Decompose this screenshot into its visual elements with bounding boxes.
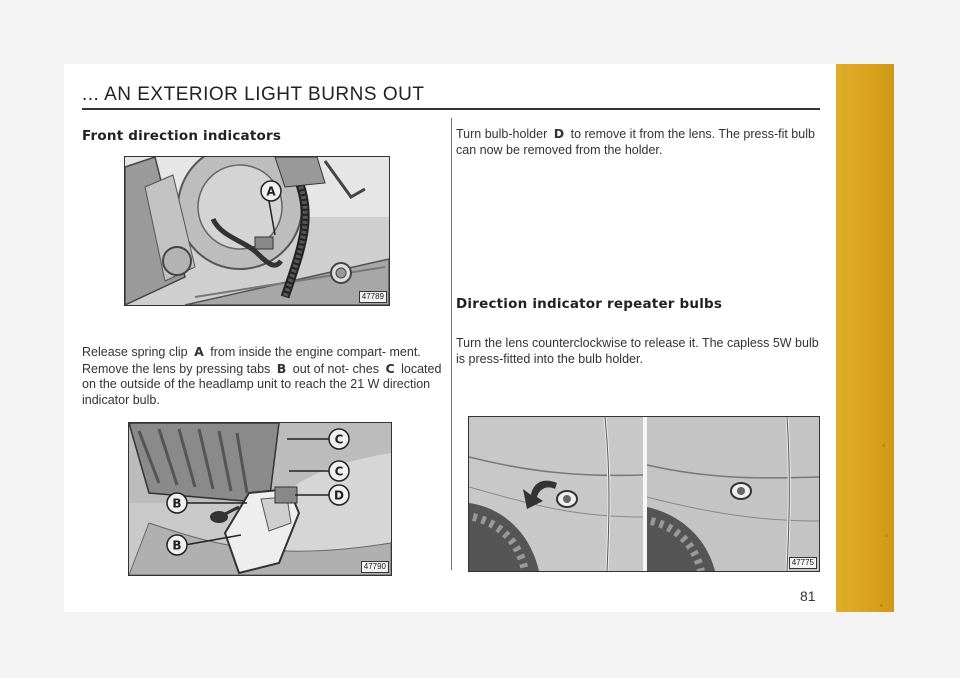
figure-headlamp-clip: [124, 156, 390, 306]
front-indicators-paragraph: [82, 344, 442, 408]
text-run: from inside the engine compart- ment. Remove the lens by pressing tabs: [82, 345, 421, 376]
text-run: Release spring clip: [82, 345, 188, 359]
front-indicators-heading: Front direction indicators: [82, 128, 282, 144]
figure-code: 47775: [789, 557, 817, 569]
page-number: 81: [800, 588, 816, 604]
callout-a: A: [266, 184, 276, 199]
column-divider: [451, 118, 452, 570]
bulb-holder-paragraph: [456, 126, 818, 158]
headlamp-tabs-illustration: [129, 423, 391, 575]
callout-b: B: [172, 496, 182, 511]
text-run: located on the outside of the headlamp unit to reach the 21 W direction indicator bulb.: [82, 361, 442, 407]
figure-headlamp-tabs: [128, 422, 392, 576]
text-run: to remove it from the lens. The press-fit bulb can now be removed from the holder.: [456, 127, 815, 157]
repeater-lens-illustration: [469, 417, 819, 571]
text-run: out of not- ches: [292, 361, 379, 376]
callout-b: B: [172, 538, 182, 553]
keyword-c: C: [385, 360, 395, 376]
figure-repeater-lens: [468, 416, 820, 572]
callout-c: C: [334, 432, 344, 447]
title-rule: [82, 108, 820, 110]
text-run: Turn bulb-holder: [456, 127, 548, 141]
section-tab: [836, 64, 894, 612]
tab-mark: [882, 444, 885, 447]
page-title: ... AN EXTERIOR LIGHT BURNS OUT: [82, 84, 425, 105]
keyword-b: B: [276, 360, 287, 376]
keyword-a: A: [194, 344, 204, 359]
keyword-d: D: [553, 126, 565, 141]
tab-mark: [885, 534, 888, 537]
figure-code: 47790: [361, 561, 389, 573]
tab-mark: [880, 604, 883, 607]
repeater-bulbs-paragraph: Turn the lens counterclockwise to release it. The capless 5W bulb is press-fitted into the bulb holder.: [456, 336, 819, 366]
headlamp-clip-illustration: [125, 157, 389, 305]
figure-code: 47789: [359, 291, 387, 303]
repeater-bulbs-heading: Direction indicator repeater bulbs: [456, 296, 723, 312]
callout-c: C: [334, 464, 344, 479]
callout-d: D: [334, 488, 344, 503]
